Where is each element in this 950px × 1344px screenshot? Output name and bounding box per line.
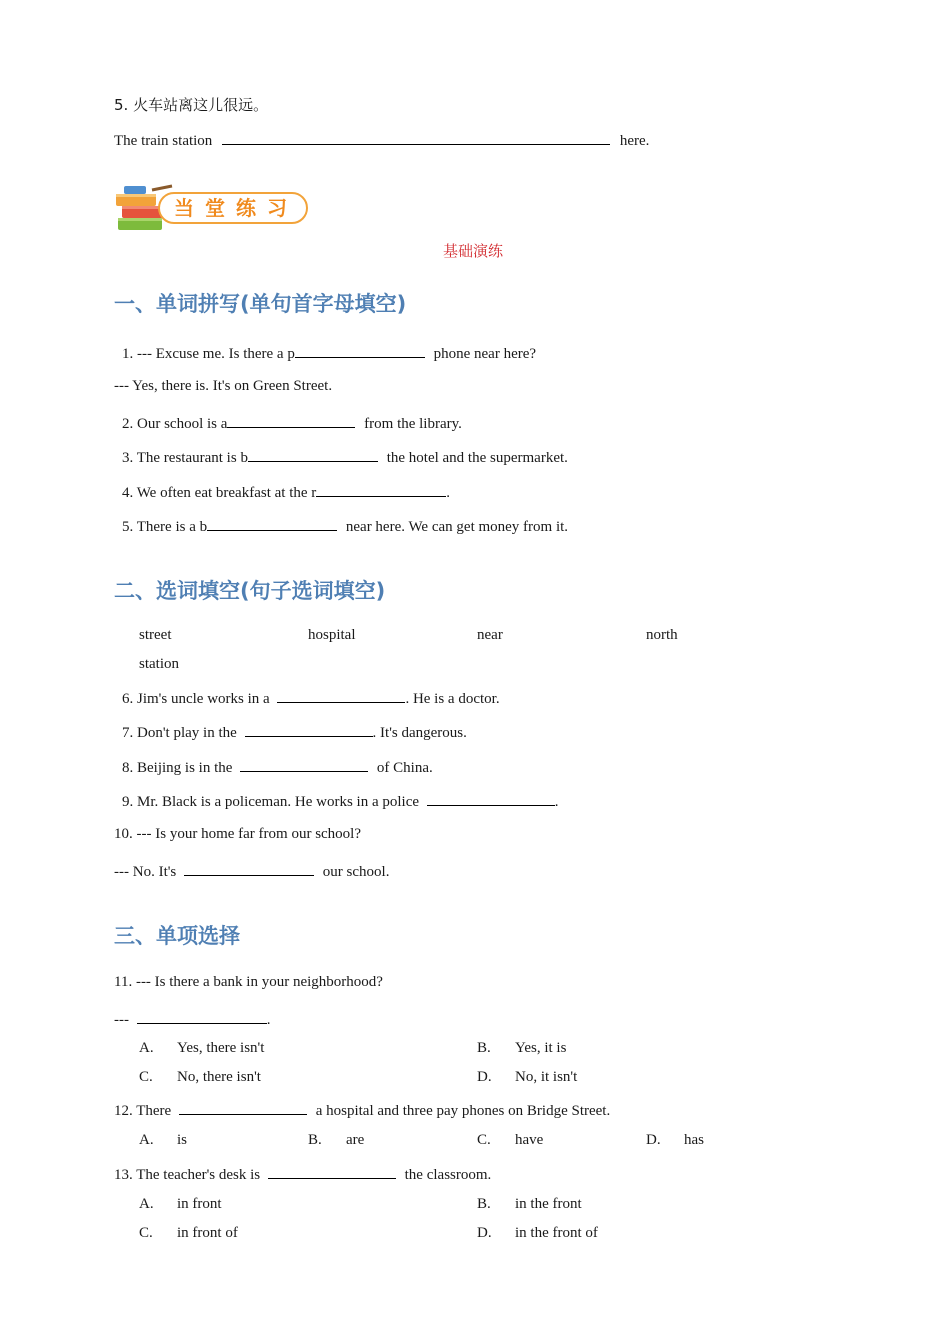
question-13-after: the classroom. (404, 1167, 492, 1183)
question-2 (122, 413, 462, 433)
question-3-text: 3. The restaurant is b (122, 450, 248, 466)
question-4-text: 4. We often eat breakfast at the r (122, 485, 317, 501)
option-letter: D. (646, 1132, 661, 1148)
question-9 (122, 791, 559, 811)
practice-banner (114, 184, 310, 236)
option-text: have (515, 1132, 544, 1148)
question-7 (122, 722, 467, 742)
question-11-reply-text: --- (114, 1012, 129, 1028)
option-letter: C. (139, 1069, 153, 1085)
question-6-text: 6. Jim's uncle works in a (122, 691, 270, 707)
question-13-text: 13. The teacher's desk is (114, 1167, 261, 1183)
question-5-english (114, 130, 649, 150)
option-text: No, it isn't (515, 1069, 578, 1085)
section-3-title: 三、单项选择 (114, 924, 240, 948)
option-c[interactable] (139, 1225, 238, 1242)
option-letter: C. (477, 1132, 491, 1148)
option-b[interactable] (477, 1040, 567, 1057)
question-10-reply-text: --- No. It's (114, 864, 177, 880)
option-letter: A. (139, 1040, 154, 1056)
question-5-chinese: 5. 火车站离这儿很远。 (114, 96, 269, 114)
option-letter: A. (139, 1132, 154, 1148)
option-letter: B. (308, 1132, 322, 1148)
word-bank-item: street (139, 627, 172, 643)
option-d[interactable] (477, 1069, 578, 1086)
question-6-after: . He is a doctor. (405, 691, 500, 707)
option-a[interactable] (139, 1132, 188, 1149)
question-12 (114, 1100, 610, 1120)
answer-blank[interactable] (137, 1009, 267, 1024)
option-c[interactable] (139, 1069, 261, 1086)
question-11-after: . (266, 1012, 271, 1028)
answer-blank[interactable] (316, 482, 446, 497)
subtitle: 基础演练 (443, 242, 504, 260)
option-d[interactable] (646, 1132, 704, 1149)
question-5-after: near here. We can get money from it. (345, 519, 569, 535)
option-c[interactable] (477, 1132, 544, 1149)
question-5-prefix: The train station (114, 133, 213, 149)
answer-blank[interactable] (207, 516, 337, 531)
answer-blank[interactable] (248, 447, 378, 462)
answer-blank[interactable] (268, 1164, 396, 1179)
option-letter: C. (139, 1225, 153, 1241)
option-letter: D. (477, 1225, 492, 1241)
question-10: 10. --- Is your home far from our school? (114, 826, 362, 842)
answer-blank[interactable] (184, 861, 314, 876)
section-1-title: 一、单词拼写(单句首字母填空) (114, 292, 407, 316)
question-1-reply: --- Yes, there is. It's on Green Street. (114, 378, 333, 394)
word-bank-item: hospital (308, 627, 356, 643)
question-6 (122, 688, 500, 708)
question-12-after: a hospital and three pay phones on Bridge Street. (315, 1103, 611, 1119)
question-11: 11. --- Is there a bank in your neighborhood? (114, 974, 383, 990)
question-11-reply (114, 1009, 271, 1029)
question-1 (122, 343, 536, 363)
question-4 (122, 482, 450, 502)
question-2-text: 2. Our school is a (122, 416, 228, 432)
banner-title: 当堂练习 (174, 196, 298, 220)
question-4-after: . (446, 485, 451, 501)
answer-blank[interactable] (427, 791, 555, 806)
question-8-after: of China. (376, 760, 433, 776)
option-text: are (346, 1132, 365, 1148)
option-text: in front (177, 1196, 222, 1212)
option-text: Yes, it is (515, 1040, 567, 1056)
question-8-text: 8. Beijing is in the (122, 760, 233, 776)
option-letter: A. (139, 1196, 154, 1212)
option-a[interactable] (139, 1040, 265, 1057)
question-10-after: our school. (322, 864, 390, 880)
question-1-text: 1. --- Excuse me. Is there a p (122, 346, 295, 362)
question-12-text: 12. There (114, 1103, 172, 1119)
option-letter: B. (477, 1196, 491, 1212)
question-9-after: . (554, 794, 559, 810)
question-13 (114, 1164, 491, 1184)
question-7-text: 7. Don't play in the (122, 725, 237, 741)
option-d[interactable] (477, 1225, 598, 1242)
answer-blank[interactable] (245, 722, 373, 737)
answer-blank[interactable] (277, 688, 405, 703)
question-7-after: . It's dangerous. (372, 725, 467, 741)
option-text: in the front (515, 1196, 582, 1212)
question-1-after: phone near here? (433, 346, 537, 362)
section-2-title: 二、选词填空(句子选词填空) (114, 579, 386, 603)
option-text: in front of (177, 1225, 238, 1241)
question-8 (122, 757, 433, 777)
option-letter: D. (477, 1069, 492, 1085)
word-bank-item: north (646, 627, 678, 643)
option-text: Yes, there isn't (177, 1040, 265, 1056)
question-9-text: 9. Mr. Black is a policeman. He works in a police (122, 794, 420, 810)
answer-blank[interactable] (222, 130, 610, 145)
question-5-text: 5. There is a b (122, 519, 208, 535)
option-text: has (684, 1132, 704, 1148)
answer-blank[interactable] (227, 413, 355, 428)
question-10-reply (114, 861, 389, 881)
option-a[interactable] (139, 1196, 222, 1213)
question-5-suffix: here. (619, 133, 650, 149)
answer-blank[interactable] (295, 343, 425, 358)
option-text: in the front of (515, 1225, 598, 1241)
option-text: No, there isn't (177, 1069, 261, 1085)
option-letter: B. (477, 1040, 491, 1056)
question-5 (122, 516, 568, 536)
word-bank-item: station (139, 656, 179, 672)
question-2-after: from the library. (364, 416, 462, 432)
question-3 (122, 447, 568, 467)
answer-blank[interactable] (240, 757, 368, 772)
option-b[interactable] (477, 1196, 582, 1213)
word-bank-item: near (477, 627, 503, 643)
option-text: is (177, 1132, 188, 1148)
question-3-after: the hotel and the supermarket. (386, 450, 568, 466)
answer-blank[interactable] (179, 1100, 307, 1115)
option-b[interactable] (308, 1132, 365, 1149)
